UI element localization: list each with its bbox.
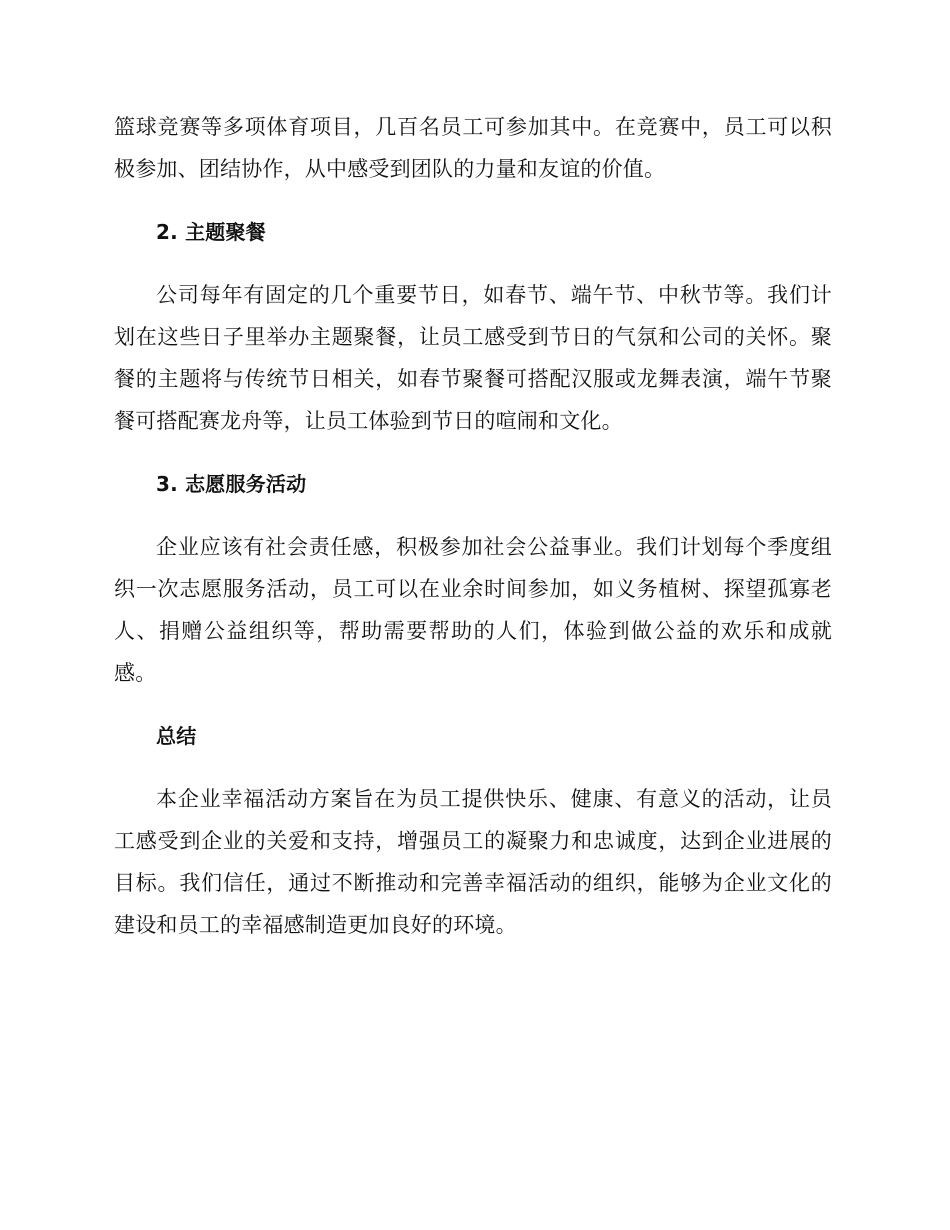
- section-heading-volunteer-service: 3. 志愿服务活动: [156, 472, 307, 496]
- document-body: [114, 106, 832, 967]
- section-heading-summary: 总结: [156, 724, 197, 748]
- paragraph-theme-dinner: 公司每年有固定的几个重要节日，如春节、端午节、中秋节等。我们计划在这些日子里举办主题聚餐，让员工感受到节日的气氛和公司的关怀。聚餐的主题将与传统节日相关，如春节聚餐可搭配汉服或龙舞表演，端午节聚餐可搭配赛龙舟等，让员工体验到节日的喧闹和文化。: [114, 283, 832, 433]
- paragraph-sports-competition: 篮球竞赛等多项体育项目，几百名员工可参加其中。在竞赛中，员工可以积极参加、团结协作，从中感受到团队的力量和友谊的价值。: [114, 115, 832, 181]
- paragraph-volunteer-service: 企业应该有社会责任感，积极参加社会公益事业。我们计划每个季度组织一次志愿服务活动，员工可以在业余时间参加，如义务植树、探望孤寡老人、捐赠公益组织等，帮助需要帮助的人们，体验到做公益的欢乐和成就感。: [114, 535, 832, 685]
- paragraph-summary: 本企业幸福活动方案旨在为员工提供快乐、健康、有意义的活动，让员工感受到企业的关爱和支持，增强员工的凝聚力和忠诚度，达到企业进展的目标。我们信任，通过不断推动和完善幸福活动的组织，能够为企业文化的建设和员工的幸福感制造更加良好的环境。: [114, 787, 832, 937]
- section-heading-theme-dinner: 2. 主题聚餐: [156, 220, 266, 244]
